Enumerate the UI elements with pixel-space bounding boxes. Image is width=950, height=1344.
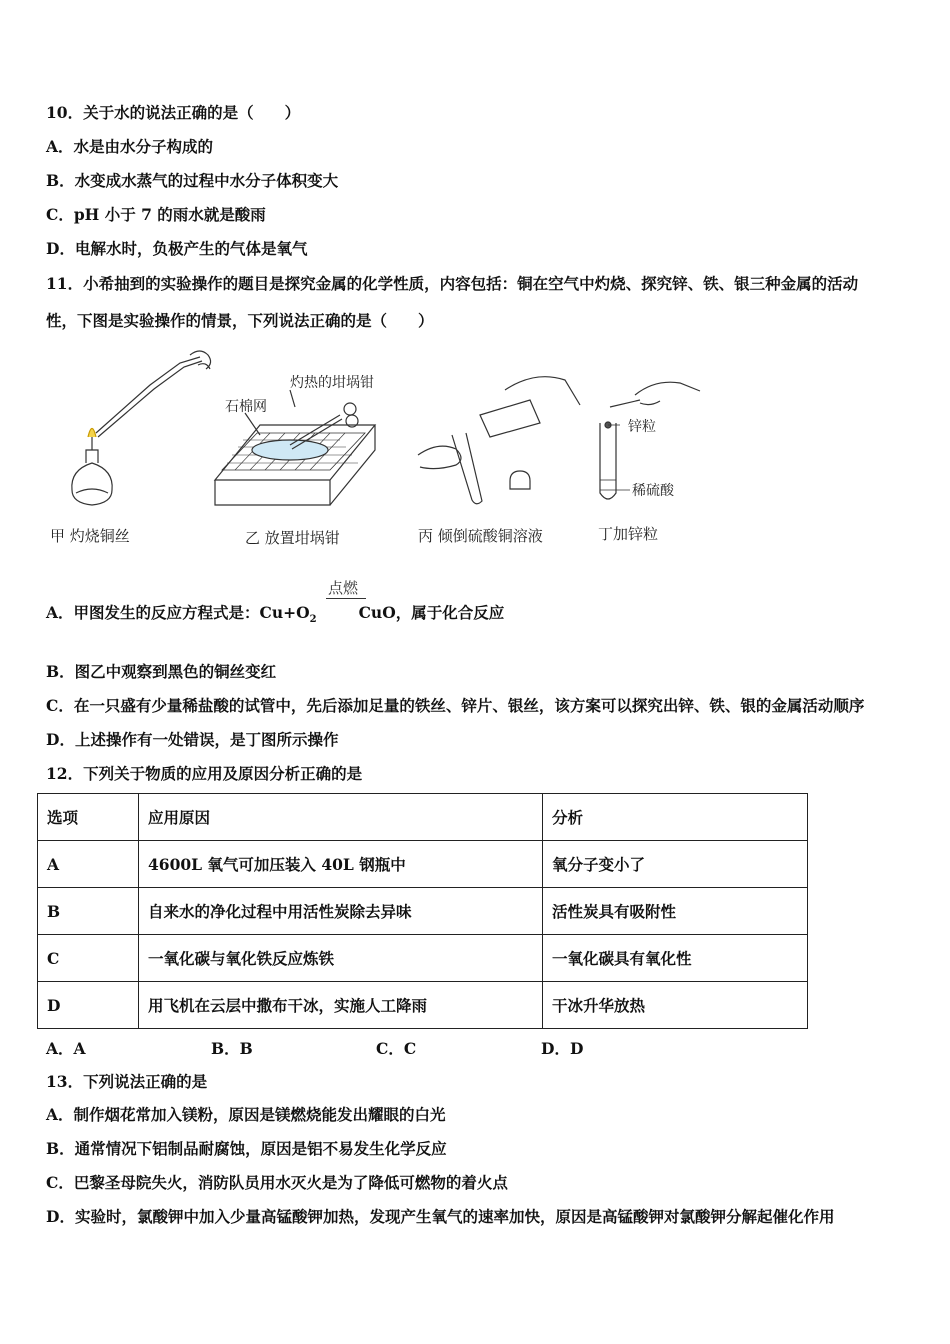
table-cell: 干冰升华放热 <box>543 982 808 1029</box>
table-cell: 氧分子变小了 <box>543 841 808 888</box>
table-row <box>38 935 808 982</box>
label-hot-tongs: 灼热的坩埚钳 <box>290 375 374 391</box>
q13-option-d: D．实验时，氯酸钾中加入少量高锰酸钾加热，发现产生氧气的速率加快，原因是高锰酸钾对氯酸钾分解起催化作用 <box>46 1207 835 1226</box>
alcohol-lamp-drawing <box>72 351 211 505</box>
table-cell: 活性炭具有吸附性 <box>543 888 808 935</box>
table-header-cell: 选项 <box>38 794 139 841</box>
table-header-row <box>38 794 808 841</box>
q12-option-d: D．D <box>541 1039 584 1058</box>
experiment-figure <box>40 345 760 560</box>
q11-option-c: C．在一只盛有少量稀盐酸的试管中，先后添加足量的铁丝、锌片、银丝，该方案可以探究出锌、铁、银的金属活动顺序 <box>46 696 865 715</box>
q11-stem-line1: 11．小希抽到的实验操作的题目是探究金属的化学性质，内容包括：铜在空气中灼烧、探究锌、铁、银三种金属的活动 <box>46 274 859 293</box>
q11-option-a-prefix: A．甲图发生的反应方程式是：Cu+O <box>46 603 310 622</box>
label-asbestos-gauze: 石棉网 <box>225 399 267 415</box>
caption-bing: 丙 倾倒硫酸铜溶液 <box>418 527 543 545</box>
q12-option-c: C．C <box>376 1039 417 1058</box>
reaction-condition: 点燃 <box>328 579 359 597</box>
reaction-arrow-bar <box>326 598 366 599</box>
q11-option-a <box>46 601 504 625</box>
q10-option-a: A．水是由水分子构成的 <box>46 137 214 156</box>
zinc-adding-drawing <box>600 382 700 499</box>
pouring-drawing <box>418 377 580 504</box>
caption-jia: 甲 灼烧铜丝 <box>50 527 130 545</box>
q12-option-a: A．A <box>46 1039 86 1058</box>
q11-option-d: D．上述操作有一处错误，是丁图所示操作 <box>46 730 339 749</box>
table-cell: D <box>38 982 139 1029</box>
table-cell: 自来水的净化过程中用活性炭除去异味 <box>139 888 543 935</box>
table-header-cell: 分析 <box>543 794 808 841</box>
table-row <box>38 841 808 888</box>
q12-stem: 12．下列关于物质的应用及原因分析正确的是 <box>46 764 363 783</box>
q11-option-a-suffix: CuO，属于化合反应 <box>358 603 505 622</box>
table-cell: C <box>38 935 139 982</box>
q12-option-b: B．B <box>211 1039 253 1058</box>
q11-option-a-sub: 2 <box>309 614 317 626</box>
table-cell: 一氧化碳具有氧化性 <box>543 935 808 982</box>
q10-option-b: B．水变成水蒸气的过程中水分子体积变大 <box>46 171 339 190</box>
q13-stem: 13．下列说法正确的是 <box>46 1072 208 1091</box>
caption-ding: 丁加锌粒 <box>598 525 659 543</box>
q11-option-b: B．图乙中观察到黑色的铜丝变红 <box>46 662 277 681</box>
label-dilute-acid: 稀硫酸 <box>632 483 674 499</box>
table-header-cell: 应用原因 <box>139 794 543 841</box>
q11-stem-line2: 性，下图是实验操作的情景，下列说法正确的是（ ） <box>46 311 434 330</box>
q10-option-d: D．电解水时，负极产生的气体是氧气 <box>46 239 308 258</box>
table-cell: 用飞机在云层中撒布干冰，实施人工降雨 <box>139 982 543 1029</box>
label-zinc: 锌粒 <box>628 419 656 435</box>
q13-option-c: C．巴黎圣母院失火，消防队员用水灭火是为了降低可燃物的着火点 <box>46 1173 508 1192</box>
q13-option-b: B．通常情况下铝制品耐腐蚀，原因是铝不易发生化学反应 <box>46 1139 447 1158</box>
table-cell: 4600L 氧气可加压装入 40L 钢瓶中 <box>139 841 543 888</box>
table-cell: B <box>38 888 139 935</box>
table-cell: A <box>38 841 139 888</box>
table-row <box>38 888 808 935</box>
table-cell: 一氧化碳与氧化铁反应炼铁 <box>139 935 543 982</box>
q10-stem: 10．关于水的说法正确的是（ ） <box>46 103 301 122</box>
q12-table <box>37 793 808 1029</box>
caption-yi: 乙 放置坩埚钳 <box>245 529 340 547</box>
q13-option-a: A．制作烟花常加入镁粉，原因是镁燃烧能发出耀眼的白光 <box>46 1105 446 1124</box>
table-row <box>38 982 808 1029</box>
q10-option-c: C．pH 小于 7 的雨水就是酸雨 <box>46 205 266 224</box>
